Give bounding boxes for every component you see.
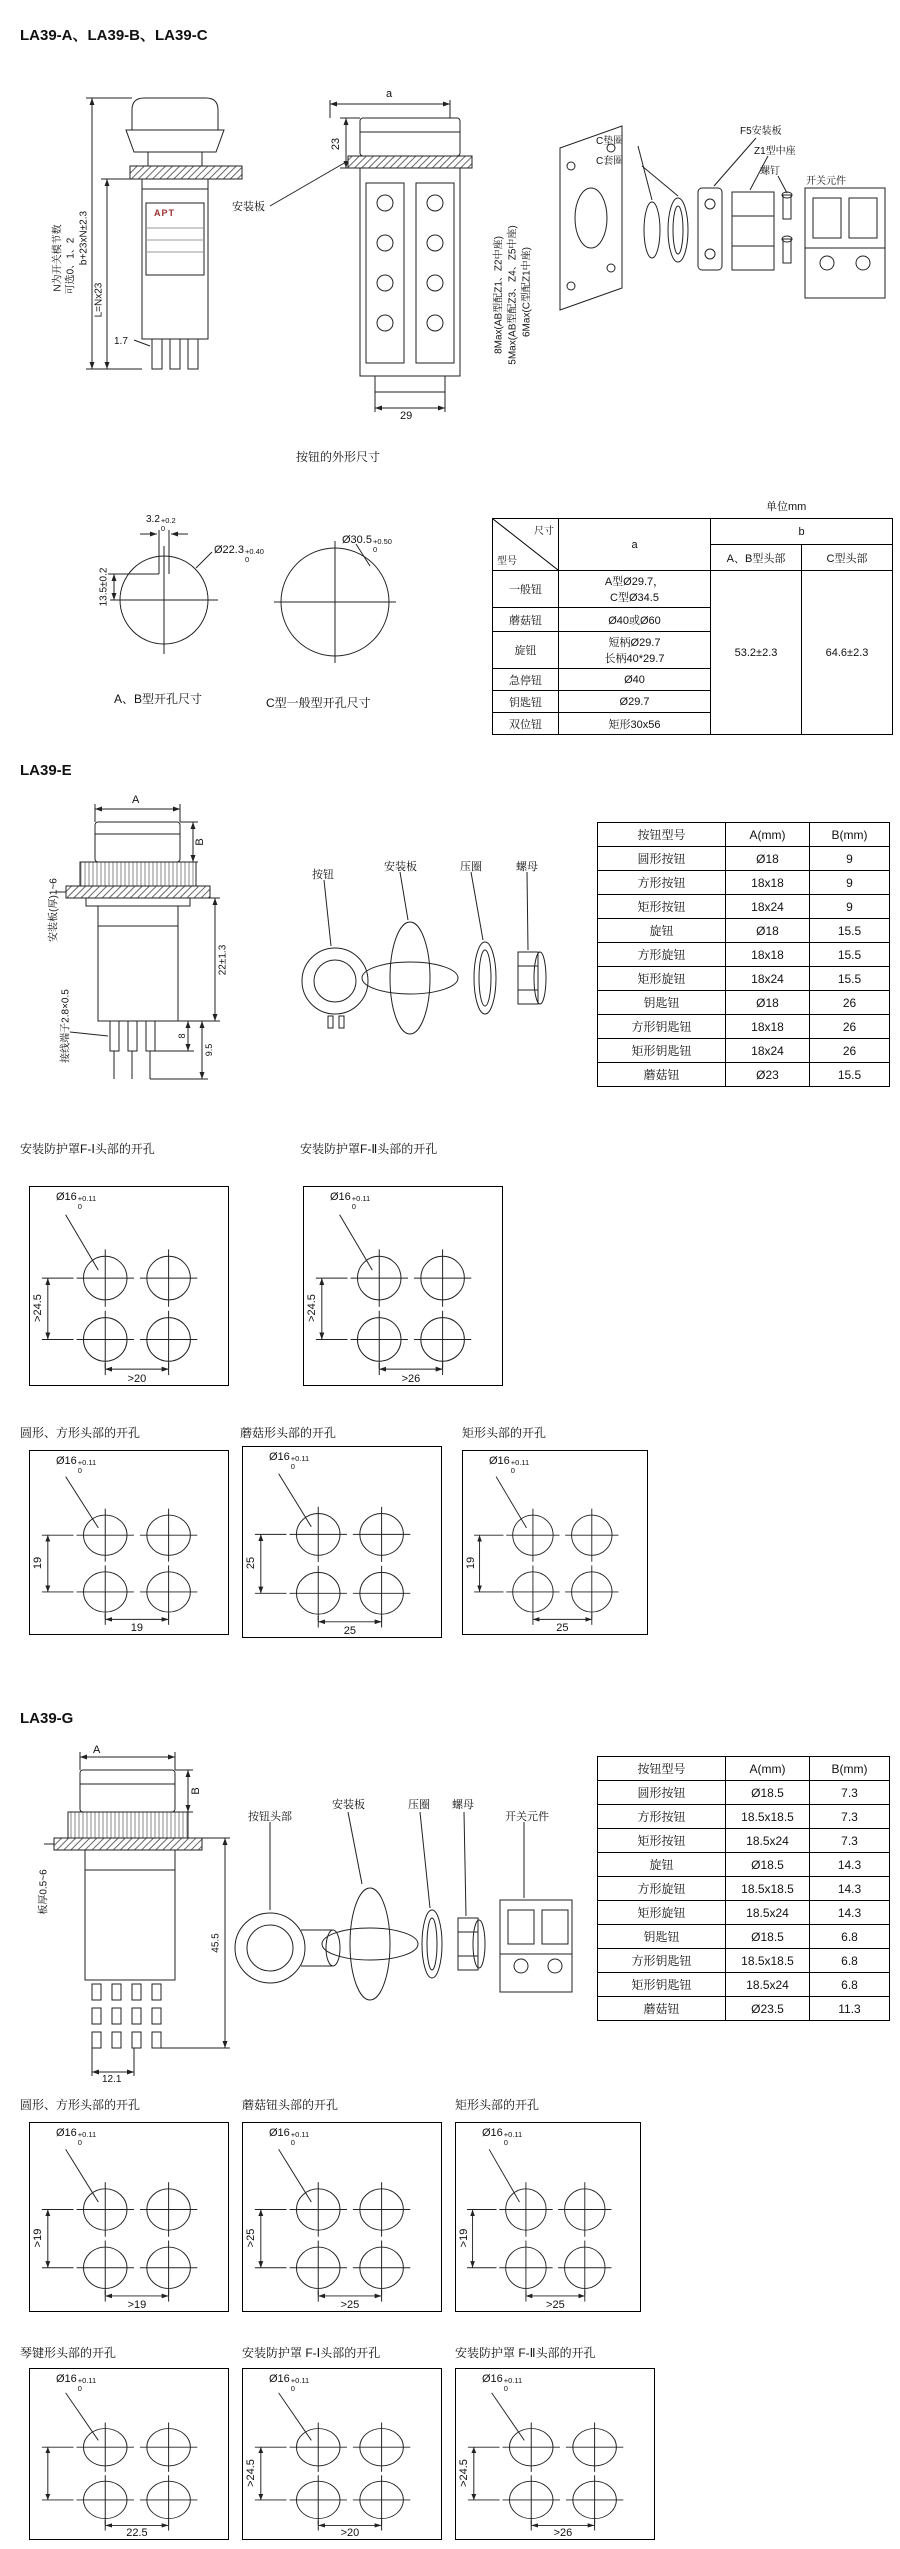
hole-diameter-dim (269, 2373, 309, 2394)
dia-ab-label (214, 544, 264, 565)
hole-diameter-dim (56, 1191, 96, 1212)
hole-diameter-dim (489, 1455, 529, 1476)
cell: 7.3 (810, 1805, 890, 1829)
cell: 方形旋钮 (598, 1877, 726, 1901)
tol-lower: 0 (372, 545, 378, 555)
cell: 矩形钥匙钮 (598, 1973, 726, 1997)
hole-pattern-box (242, 1446, 442, 1638)
cell: 矩形旋钮 (598, 1901, 726, 1925)
tol-upper: +0.11 (77, 1194, 97, 1203)
hole-pattern-box (462, 1450, 648, 1635)
cell: Ø18 (726, 919, 810, 943)
cell: 7.3 (810, 1829, 890, 1853)
cell: 方形钥匙钮 (598, 1949, 726, 1973)
hole-horizontal-dim: 25 (556, 1622, 569, 1634)
table-row (598, 1063, 890, 1087)
hole-pattern-drawing (456, 2369, 654, 2539)
cell: 15.5 (810, 919, 890, 943)
cell: 钥匙钮 (598, 1925, 726, 1949)
cell: 15.5 (810, 1063, 890, 1087)
cell: 方形旋钮 (598, 943, 726, 967)
hole-pattern-drawing (304, 1187, 502, 1385)
table-row (598, 1039, 890, 1063)
cell: 18.5x18.5 (726, 1805, 810, 1829)
table-row (598, 895, 890, 919)
nut-label: 螺母 (516, 861, 538, 873)
cell: 14.3 (810, 1901, 890, 1925)
c-collar-label: C套圈 (596, 156, 624, 167)
cell-model: 蘑菇钮 (493, 608, 559, 632)
hole-pattern-box (303, 1186, 503, 1386)
corner-label-size: 尺寸 (534, 526, 554, 537)
tol-lower: 0 (160, 524, 166, 534)
table-row (598, 1805, 890, 1829)
dim-8-label: 8 (177, 1033, 187, 1039)
tol-lower: 0 (77, 1466, 82, 1476)
hole-caption: 琴键形头部的开孔 (20, 2346, 117, 2360)
cell: 11.3 (810, 1997, 890, 2021)
hole-vertical-dim: >19 (32, 2228, 44, 2248)
hole-pattern-box (242, 2368, 442, 2540)
mounting-plate-label: 安装板 (384, 861, 417, 873)
hole-horizontal-dim: 19 (130, 1622, 144, 1634)
hole-diameter-dim (56, 2127, 96, 2148)
tol-lower: 0 (77, 2384, 82, 2394)
cell: 旋钮 (598, 1853, 726, 1877)
cell: Ø18 (726, 991, 810, 1015)
cell-line: 长柄40*29.7 (604, 653, 665, 665)
cell-model: 钥匙钮 (493, 691, 559, 713)
abc-outline-drawing (30, 88, 900, 428)
slot-dim-label (146, 514, 176, 534)
g-dimension-table (597, 1756, 890, 2021)
hole-horizontal-dim: >26 (553, 2527, 573, 2539)
cell-line: Ø29.7 (619, 695, 650, 708)
hole-pattern-drawing (30, 1451, 228, 1634)
tol-upper: +0.11 (503, 2376, 523, 2385)
n-note-label-1: N为开关模节数 (52, 224, 64, 292)
table-header-row (598, 823, 890, 847)
max-note-1: 8Max(AB型配Z1、Z2中座) (493, 236, 505, 354)
hole-diameter-dim (269, 2127, 309, 2148)
section-g-title: LA39-G (20, 1710, 74, 1727)
dim-a-label: A (132, 794, 140, 806)
hole-vertical-dim: 19 (465, 1556, 477, 1569)
tol-lower: 0 (510, 1466, 515, 1476)
tol-lower: 0 (244, 555, 250, 565)
cell: 18.5x24 (726, 1901, 810, 1925)
cell: Ø18.5 (726, 1925, 810, 1949)
table-row (598, 1925, 890, 1949)
cell-a (559, 669, 711, 691)
hole-pattern-drawing (30, 2123, 228, 2311)
switch-element-label: 开关元件 (505, 1811, 549, 1823)
table-row (598, 871, 890, 895)
table-row (598, 1949, 890, 1973)
dia-value: Ø16 (330, 1191, 351, 1203)
hole-diameter-dim (482, 2373, 522, 2394)
hole-horizontal-dim: 25 (343, 1625, 357, 1637)
table-row (598, 1973, 890, 1997)
cell: 9 (810, 847, 890, 871)
cell: 15.5 (810, 943, 890, 967)
col-header: B(mm) (810, 823, 890, 847)
cell-a (559, 632, 711, 669)
cell: 矩形钥匙钮 (598, 1039, 726, 1063)
dia-c-label (342, 534, 392, 555)
plate-note-label: 板厚0.5~6 (38, 1869, 50, 1915)
table-row (598, 943, 890, 967)
tol-lower: 0 (77, 2138, 82, 2148)
table-row (598, 1829, 890, 1853)
hole-vertical-dim: >24.5 (306, 1293, 318, 1322)
e-dimension-table (597, 822, 890, 1087)
dia-value: Ø16 (56, 2127, 77, 2139)
pressure-ring-label: 压圈 (408, 1799, 430, 1811)
cell: 6.8 (810, 1949, 890, 1973)
max-note-3: 6Max(C型配Z1中座) (521, 246, 533, 338)
cell: 7.3 (810, 1781, 890, 1805)
tol-lower: 0 (290, 2138, 295, 2148)
dia-value: Ø22.3 (214, 544, 244, 556)
hole-caption: 矩形头部的开孔 (455, 2098, 540, 2112)
cell: Ø18 (726, 847, 810, 871)
cell: 18.5x18.5 (726, 1877, 810, 1901)
cell: 圆形按钮 (598, 847, 726, 871)
cell: 26 (810, 1039, 890, 1063)
cell: 18x18 (726, 871, 810, 895)
dia-value: Ø16 (56, 2373, 77, 2385)
hole-c-caption: C型一般型开孔尺寸 (266, 696, 371, 710)
hole-caption: 圆形、方形头部的开孔 (20, 1426, 141, 1440)
cell: 矩形按钮 (598, 1829, 726, 1853)
hole-pattern-box (29, 2122, 229, 2312)
cell: 18x18 (726, 1015, 810, 1039)
cell: 钥匙钮 (598, 991, 726, 1015)
screw-label: 螺钉 (760, 166, 780, 177)
cell: 14.3 (810, 1853, 890, 1877)
n-note-label-2: 可选0、1、2 (65, 237, 77, 295)
cell: 9 (810, 895, 890, 919)
f5-plate-label: F5安装板 (740, 126, 782, 137)
cell: 圆形按钮 (598, 1781, 726, 1805)
tol-lower: 0 (503, 2138, 508, 2148)
cell-a (559, 571, 711, 608)
hole-pattern-box (455, 2368, 655, 2540)
cell-line: A型Ø29.7， (604, 576, 665, 588)
tol-lower: 0 (351, 1202, 356, 1212)
c-washer-label: C垫圈 (596, 136, 624, 147)
dia-value: Ø16 (56, 1455, 77, 1467)
hole-diameter-dim (482, 2127, 522, 2148)
dia-value: Ø16 (482, 2373, 503, 2385)
cell-line: Ø40 (624, 673, 645, 686)
cell: Ø23.5 (726, 1997, 810, 2021)
col-header: 按钮型号 (598, 1757, 726, 1781)
tol-lower: 0 (77, 1202, 82, 1212)
cell: 6.8 (810, 1925, 890, 1949)
cell-a (559, 713, 711, 735)
cell: 18x24 (726, 895, 810, 919)
dia-value: Ø16 (56, 1191, 77, 1203)
hole-caption: 蘑菇钮头部的开孔 (242, 2098, 339, 2112)
hole-pattern-box (29, 2368, 229, 2540)
hole-caption: 矩形头部的开孔 (462, 1426, 547, 1440)
tol-lower: 0 (503, 2384, 508, 2394)
cell: 18.5x24 (726, 1829, 810, 1853)
cell-a (559, 608, 711, 632)
hole-caption: 安装防护罩 F-Ⅱ头部的开孔 (455, 2346, 596, 2360)
cell-line: 矩形30x56 (608, 718, 661, 731)
tol-lower: 0 (290, 2384, 295, 2394)
cell-line: Ø40或Ø60 (608, 614, 661, 627)
tol-upper: +0.11 (510, 1458, 530, 1467)
dim-b-label: B (190, 1787, 202, 1795)
table-row (598, 1997, 890, 2021)
g-outline-drawing (30, 1748, 610, 2078)
hole-vertical-dim: >25 (245, 2228, 257, 2248)
vdim-13-5-label: 13.5±0.2 (98, 567, 110, 607)
cell-a (559, 691, 711, 713)
hole-vertical-dim: >24.5 (32, 1293, 44, 1322)
cell-line: C型Ø34.5 (610, 592, 659, 604)
dim-29-label: 29 (400, 410, 413, 422)
table-row (598, 1901, 890, 1925)
tol-upper: +0.11 (351, 1194, 371, 1203)
unit-label: 单位mm (766, 501, 807, 513)
hole-horizontal-dim: >20 (127, 1373, 147, 1385)
col-header: A(mm) (726, 823, 810, 847)
cell: 方形按钮 (598, 1805, 726, 1829)
dim-22-label: 22±1.3 (217, 944, 229, 976)
e-outline-drawing (40, 796, 600, 1096)
cell: 方形钥匙钮 (598, 1015, 726, 1039)
hole-horizontal-dim: >25 (340, 2299, 360, 2311)
table-row (598, 847, 890, 871)
cell-b-ab: 53.2±2.3 (711, 571, 802, 735)
col-header: 按钮型号 (598, 823, 726, 847)
hole-diameter-dim (330, 1191, 370, 1212)
hole-pattern-box (29, 1186, 229, 1386)
cell-model: 急停钮 (493, 669, 559, 691)
dim-b-label: B (194, 838, 206, 846)
switch-element-label: 开关元件 (806, 176, 846, 187)
col-header-b-c: C型头部 (802, 545, 893, 571)
cell: 9 (810, 871, 890, 895)
hole-horizontal-dim: >19 (127, 2299, 147, 2311)
table-row (598, 1781, 890, 1805)
terminal-note-label: 接线端子2.8×0.5 (60, 989, 72, 1063)
cell-line: 短柄Ø29.7 (608, 637, 661, 649)
brand-logo: APT (154, 208, 175, 218)
tol-upper: +0.50 (372, 537, 392, 546)
table-row (598, 991, 890, 1015)
tol-upper: +0.11 (77, 2130, 97, 2139)
cell: 18x18 (726, 943, 810, 967)
cell: 18.5x18.5 (726, 1949, 810, 1973)
section-abc-title: LA39-A、LA39-B、LA39-C (20, 27, 208, 44)
tol-upper: +0.11 (77, 1458, 97, 1467)
dim-9-5-label: 9.5 (204, 1043, 214, 1057)
hole-horizontal-dim: 22.5 (126, 2527, 148, 2539)
hole-vertical-dim: >24.5 (245, 2458, 257, 2487)
cell: 蘑菇钮 (598, 1063, 726, 1087)
hole-pattern-drawing (30, 1187, 228, 1385)
cell: 18x24 (726, 967, 810, 991)
hole-pattern-box (29, 1450, 229, 1635)
table-row (598, 919, 890, 943)
col-header-a: a (559, 519, 711, 571)
cell-b-c: 64.6±2.3 (802, 571, 893, 735)
hole-caption: 蘑菇形头部的开孔 (240, 1426, 337, 1440)
tol-upper: +0.11 (290, 2376, 310, 2385)
hole-diameter-dim (56, 1455, 96, 1476)
table-row (598, 1015, 890, 1039)
hole-horizontal-dim: >26 (401, 1373, 421, 1385)
dim-b-formula-label: b+23xN±2.3 (78, 210, 90, 266)
table-header-row (598, 1757, 890, 1781)
outline-caption: 按钮的外形尺寸 (296, 450, 381, 464)
dia-value: Ø16 (269, 2127, 290, 2139)
table-corner-cell (493, 519, 559, 571)
hole-pattern-box (455, 2122, 641, 2312)
hole-pattern-drawing (463, 1451, 647, 1634)
dia-value: Ø16 (489, 1455, 510, 1467)
cell: 14.3 (810, 1877, 890, 1901)
col-header: B(mm) (810, 1757, 890, 1781)
button-label: 按钮 (312, 869, 334, 881)
table-row (598, 1877, 890, 1901)
tol-upper: +0.11 (503, 2130, 523, 2139)
section-e-title: LA39-E (20, 762, 72, 779)
slot-value: 3.2 (146, 514, 160, 525)
cell: 矩形旋钮 (598, 967, 726, 991)
hole-pattern-drawing (243, 1447, 441, 1637)
dia-value: Ø30.5 (342, 534, 372, 546)
hole-pattern-box (242, 2122, 442, 2312)
col-header-b-ab: A、B型头部 (711, 545, 802, 571)
hole-diameter-dim (56, 2373, 96, 2394)
cell: 26 (810, 991, 890, 1015)
cell: Ø18.5 (726, 1853, 810, 1877)
button-head-label: 按钮头部 (248, 1811, 292, 1823)
dim-a-label: a (386, 88, 393, 100)
hole-vertical-dim: >19 (458, 2228, 470, 2248)
hole-horizontal-dim: >25 (546, 2299, 565, 2311)
hole-caption: 安装防护罩F-Ⅰ头部的开孔 (20, 1142, 155, 1156)
cell: 15.5 (810, 967, 890, 991)
cell-model: 一般钮 (493, 571, 559, 608)
dia-value: Ø16 (269, 1451, 290, 1463)
hole-ab-caption: A、B型开孔尺寸 (114, 692, 203, 706)
cell: 矩形按钮 (598, 895, 726, 919)
col-header-b: b (711, 519, 893, 545)
cell: 6.8 (810, 1973, 890, 1997)
tol-lower: 0 (290, 1462, 295, 1472)
cell-model: 旋钮 (493, 632, 559, 669)
pressure-ring-label: 压圈 (460, 861, 482, 873)
cell: Ø23 (726, 1063, 810, 1087)
hole-vertical-dim: >24.5 (458, 2458, 470, 2487)
cell: 18.5x24 (726, 1973, 810, 1997)
mounting-plate-label: 安装板 (232, 201, 265, 213)
z1-seat-label: Z1型中座 (754, 146, 796, 157)
max-note-2: 5Max(AB型配Z3、Z4、Z5中座) (507, 225, 519, 365)
mounting-plate-label: 安装板 (332, 1799, 365, 1811)
tol-upper: +0.11 (290, 1454, 310, 1463)
tol-upper: +0.11 (290, 2130, 310, 2139)
dim-a-label: A (93, 1744, 101, 1756)
hole-pattern-drawing (243, 2369, 441, 2539)
hole-caption: 圆形、方形头部的开孔 (20, 2098, 141, 2112)
hole-caption: 安装防护罩F-Ⅱ头部的开孔 (300, 1142, 438, 1156)
dia-value: Ø16 (269, 2373, 290, 2385)
tol-upper: +0.11 (77, 2376, 97, 2385)
plate-note-label: 安装板(厚)1~6 (48, 878, 60, 942)
cell-model: 双位钮 (493, 713, 559, 735)
hole-caption: 安装防护罩 F-Ⅰ头部的开孔 (242, 2346, 381, 2360)
tol-upper: +0.40 (244, 547, 264, 556)
dim-l-formula-label: L=Nx23 (93, 282, 105, 318)
dim-12-1-label: 12.1 (102, 2074, 122, 2085)
dia-value: Ø16 (482, 2127, 503, 2139)
corner-label-model: 型号 (497, 556, 517, 567)
hole-vertical-dim: 25 (245, 1556, 257, 1570)
dim-1-7-label: 1.7 (114, 336, 128, 347)
table-row (598, 1853, 890, 1877)
nut-label: 螺母 (452, 1799, 474, 1811)
hole-pattern-drawing (30, 2369, 228, 2539)
cell: 蘑菇钮 (598, 1997, 726, 2021)
dim-23-label: 23 (330, 137, 342, 151)
cell: 旋钮 (598, 919, 726, 943)
table-row (493, 571, 893, 608)
tol-upper: +0.2 (160, 516, 176, 525)
hole-horizontal-dim: >20 (340, 2527, 360, 2539)
cell: Ø18.5 (726, 1781, 810, 1805)
table-row (598, 967, 890, 991)
cell: 26 (810, 1015, 890, 1039)
hole-vertical-dim: 19 (32, 1556, 44, 1569)
col-header: A(mm) (726, 1757, 810, 1781)
hole-pattern-drawing (456, 2123, 640, 2311)
hole-pattern-drawing (243, 2123, 441, 2311)
cell: 18x24 (726, 1039, 810, 1063)
cell: 方形按钮 (598, 871, 726, 895)
dim-45-5-label: 45.5 (210, 1933, 222, 1953)
hole-diameter-dim (269, 1451, 309, 1472)
abc-dimension-table (492, 518, 893, 735)
